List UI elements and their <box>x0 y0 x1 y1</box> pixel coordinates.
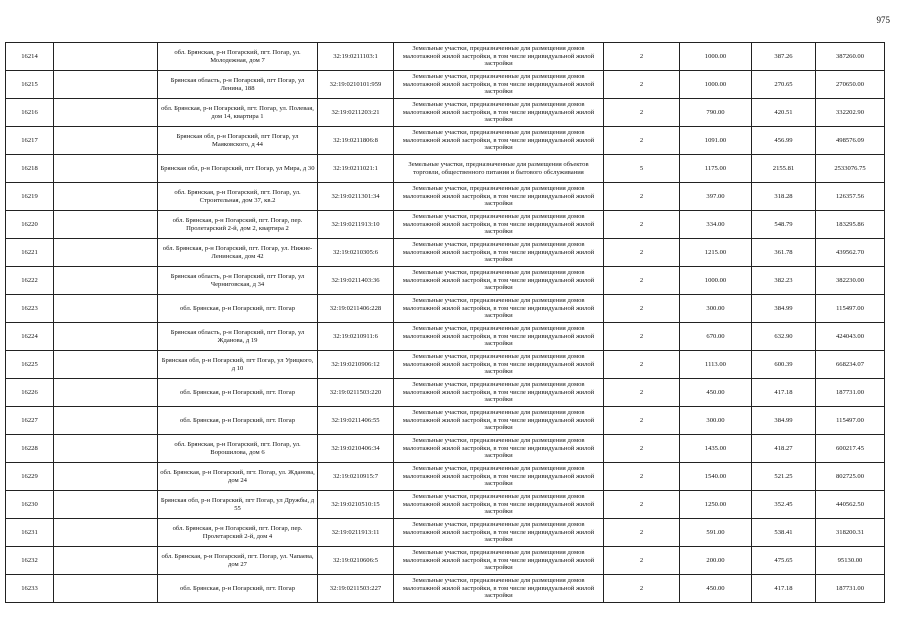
row-number: 16230 <box>6 491 54 519</box>
table-row <box>6 99 885 127</box>
address-cell: обл. Брянская, р-н Погарский, пгт. Погар, ул. Полевая, дом 14, квартира 1 <box>158 99 318 127</box>
specific-value-cell: 2155.81 <box>752 155 816 183</box>
cadastral-value-cell: 270650.00 <box>816 71 885 99</box>
area-cell: 397.00 <box>680 183 752 211</box>
empty-cell <box>54 463 158 491</box>
address-cell: Брянская область, р-н Погарский, пгт Погар, ул Ленина, 188 <box>158 71 318 99</box>
empty-cell <box>54 407 158 435</box>
address-cell: обл. Брянская, р-н Погарский, пгт. Погар <box>158 575 318 603</box>
area-cell: 334.00 <box>680 211 752 239</box>
area-cell: 1091.00 <box>680 127 752 155</box>
address-cell: обл. Брянская, р-н Погарский, пгт. Погар, ул. Ворошилова, дом 6 <box>158 435 318 463</box>
land-use-cell: Земельные участки, предназначенные для размещения домов малоэтажной жилой застройки, в том числе индивидуальной жилой застройки <box>394 351 604 379</box>
cadastral-value-cell: 318200.31 <box>816 519 885 547</box>
area-cell: 591.00 <box>680 519 752 547</box>
land-use-cell: Земельные участки, предназначенные для размещения домов малоэтажной жилой застройки, в том числе индивидуальной жилой застройки <box>394 491 604 519</box>
empty-cell <box>54 295 158 323</box>
land-use-cell: Земельные участки, предназначенные для размещения домов малоэтажной жилой застройки, в том числе индивидуальной жилой застройки <box>394 239 604 267</box>
area-cell: 1540.00 <box>680 463 752 491</box>
cadastral-value-cell: 600217.45 <box>816 435 885 463</box>
table-row <box>6 71 885 99</box>
cadastral-number-cell: 32:19:0211913:10 <box>318 211 394 239</box>
empty-cell <box>54 519 158 547</box>
category-cell: 2 <box>604 267 680 295</box>
cadastral-value-cell: 668234.07 <box>816 351 885 379</box>
cadastral-value-cell: 126357.56 <box>816 183 885 211</box>
cadastral-number-cell: 32:19:0211503:227 <box>318 575 394 603</box>
specific-value-cell: 417.18 <box>752 575 816 603</box>
cadastral-value-cell: 187731.00 <box>816 575 885 603</box>
land-use-cell: Земельные участки, предназначенные для размещения домов малоэтажной жилой застройки, в том числе индивидуальной жилой застройки <box>394 435 604 463</box>
address-cell: обл. Брянская, р-н Погарский, пгт. Погар, пер. Пролетарский 2-й, дом 2, квартира 2 <box>158 211 318 239</box>
address-cell: обл. Брянская, р-н Погарский, пгт. Погар, ул. Нижне-Ленинская, дом 42 <box>158 239 318 267</box>
specific-value-cell: 361.78 <box>752 239 816 267</box>
empty-cell <box>54 211 158 239</box>
specific-value-cell: 417.18 <box>752 379 816 407</box>
area-cell: 1000.00 <box>680 43 752 71</box>
specific-value-cell: 318.28 <box>752 183 816 211</box>
row-number: 16218 <box>6 155 54 183</box>
empty-cell <box>54 267 158 295</box>
cadastral-value-cell: 802725.00 <box>816 463 885 491</box>
category-cell: 2 <box>604 99 680 127</box>
address-cell: Брянская область, р-н Погарский, пгт Погар, ул Черниговская, д 34 <box>158 267 318 295</box>
category-cell: 2 <box>604 547 680 575</box>
area-cell: 450.00 <box>680 575 752 603</box>
cadastral-number-cell: 32:19:0211403:36 <box>318 267 394 295</box>
cadastral-number-cell: 32:19:0211301:34 <box>318 183 394 211</box>
cadastral-number-cell: 32:19:0211406:55 <box>318 407 394 435</box>
category-cell: 2 <box>604 463 680 491</box>
row-number: 16220 <box>6 211 54 239</box>
specific-value-cell: 387.26 <box>752 43 816 71</box>
table-row <box>6 407 885 435</box>
row-number: 16232 <box>6 547 54 575</box>
area-cell: 1215.00 <box>680 239 752 267</box>
specific-value-cell: 632.90 <box>752 323 816 351</box>
area-cell: 300.00 <box>680 407 752 435</box>
address-cell: Брянская обл, р-н Погарский, пгт Погар, ул Дружбы, д 55 <box>158 491 318 519</box>
specific-value-cell: 384.99 <box>752 407 816 435</box>
row-number: 16231 <box>6 519 54 547</box>
row-number: 16226 <box>6 379 54 407</box>
area-cell: 1435.00 <box>680 435 752 463</box>
row-number: 16214 <box>6 43 54 71</box>
specific-value-cell: 418.27 <box>752 435 816 463</box>
row-number: 16215 <box>6 71 54 99</box>
table-row <box>6 211 885 239</box>
cadastral-number-cell: 32:19:0211406:228 <box>318 295 394 323</box>
empty-cell <box>54 99 158 127</box>
area-cell: 300.00 <box>680 295 752 323</box>
specific-value-cell: 521.25 <box>752 463 816 491</box>
category-cell: 2 <box>604 351 680 379</box>
category-cell: 2 <box>604 435 680 463</box>
land-use-cell: Земельные участки, предназначенные для размещения домов малоэтажной жилой застройки, в том числе индивидуальной жилой застройки <box>394 407 604 435</box>
cadastral-value-cell: 387260.00 <box>816 43 885 71</box>
table-row <box>6 295 885 323</box>
specific-value-cell: 475.65 <box>752 547 816 575</box>
category-cell: 2 <box>604 491 680 519</box>
empty-cell <box>54 127 158 155</box>
cadastral-number-cell: 32:19:0211203:21 <box>318 99 394 127</box>
cadastral-number-cell: 32:19:0211021:1 <box>318 155 394 183</box>
empty-cell <box>54 155 158 183</box>
area-cell: 1250.00 <box>680 491 752 519</box>
land-use-cell: Земельные участки, предназначенные для размещения домов малоэтажной жилой застройки, в том числе индивидуальной жилой застройки <box>394 127 604 155</box>
table-row <box>6 155 885 183</box>
cadastral-value-cell: 439562.70 <box>816 239 885 267</box>
category-cell: 2 <box>604 211 680 239</box>
table-row <box>6 575 885 603</box>
land-use-cell: Земельные участки, предназначенные для размещения домов малоэтажной жилой застройки, в том числе индивидуальной жилой застройки <box>394 547 604 575</box>
page-number: 975 <box>876 15 890 25</box>
cadastral-number-cell: 32:19:0210911:6 <box>318 323 394 351</box>
category-cell: 2 <box>604 323 680 351</box>
address-cell: обл. Брянская, р-н Погарский, пгт. Погар <box>158 407 318 435</box>
cadastral-number-cell: 32:19:0211103:1 <box>318 43 394 71</box>
table-row <box>6 519 885 547</box>
specific-value-cell: 382.23 <box>752 267 816 295</box>
row-number: 16223 <box>6 295 54 323</box>
specific-value-cell: 456.99 <box>752 127 816 155</box>
specific-value-cell: 420.51 <box>752 99 816 127</box>
empty-cell <box>54 379 158 407</box>
area-cell: 1000.00 <box>680 71 752 99</box>
address-cell: обл. Брянская, р-н Погарский, пгт. Погар, ул. Строительная, дом 37, кв.2 <box>158 183 318 211</box>
category-cell: 2 <box>604 43 680 71</box>
row-number: 16221 <box>6 239 54 267</box>
specific-value-cell: 270.65 <box>752 71 816 99</box>
category-cell: 2 <box>604 519 680 547</box>
land-use-cell: Земельные участки, предназначенные для размещения домов малоэтажной жилой застройки, в том числе индивидуальной жилой застройки <box>394 43 604 71</box>
area-cell: 1113.00 <box>680 351 752 379</box>
cadastral-number-cell: 32:19:0210606:5 <box>318 547 394 575</box>
land-use-cell: Земельные участки, предназначенные для размещения домов малоэтажной жилой застройки, в том числе индивидуальной жилой застройки <box>394 295 604 323</box>
cadastral-value-cell: 95130.00 <box>816 547 885 575</box>
address-cell: обл. Брянская, р-н Погарский, пгт. Погар <box>158 295 318 323</box>
land-use-cell: Земельные участки, предназначенные для размещения домов малоэтажной жилой застройки, в том числе индивидуальной жилой застройки <box>394 71 604 99</box>
address-cell: обл. Брянская, р-н Погарский, пгт. Погар, ул. Молодежная, дом 7 <box>158 43 318 71</box>
address-cell: Брянская обл, р-н Погарский, пгт Погар, ул Маяковского, д 44 <box>158 127 318 155</box>
specific-value-cell: 352.45 <box>752 491 816 519</box>
empty-cell <box>54 351 158 379</box>
table-row <box>6 183 885 211</box>
area-cell: 1175.00 <box>680 155 752 183</box>
cadastral-number-cell: 32:19:0210406:34 <box>318 435 394 463</box>
specific-value-cell: 538.41 <box>752 519 816 547</box>
row-number: 16229 <box>6 463 54 491</box>
empty-cell <box>54 323 158 351</box>
empty-cell <box>54 183 158 211</box>
table-row <box>6 267 885 295</box>
table-row <box>6 435 885 463</box>
category-cell: 2 <box>604 575 680 603</box>
table-row <box>6 491 885 519</box>
cadastral-value-table <box>5 42 885 603</box>
land-use-cell: Земельные участки, предназначенные для размещения домов малоэтажной жилой застройки, в том числе индивидуальной жилой застройки <box>394 575 604 603</box>
cadastral-number-cell: 32:19:0210915:7 <box>318 463 394 491</box>
land-use-cell: Земельные участки, предназначенные для размещения домов малоэтажной жилой застройки, в том числе индивидуальной жилой застройки <box>394 323 604 351</box>
specific-value-cell: 600.39 <box>752 351 816 379</box>
cadastral-value-cell: 440562.50 <box>816 491 885 519</box>
cadastral-value-cell: 187731.00 <box>816 379 885 407</box>
category-cell: 2 <box>604 407 680 435</box>
cadastral-value-cell: 332202.90 <box>816 99 885 127</box>
row-number: 16217 <box>6 127 54 155</box>
cadastral-value-cell: 115497.00 <box>816 295 885 323</box>
area-cell: 200.00 <box>680 547 752 575</box>
area-cell: 790.00 <box>680 99 752 127</box>
row-number: 16225 <box>6 351 54 379</box>
cadastral-number-cell: 32:19:0210906:12 <box>318 351 394 379</box>
table-row <box>6 351 885 379</box>
empty-cell <box>54 575 158 603</box>
empty-cell <box>54 43 158 71</box>
address-cell: Брянская область, р-н Погарский, пгт Погар, ул Жданова, д 19 <box>158 323 318 351</box>
empty-cell <box>54 491 158 519</box>
category-cell: 2 <box>604 127 680 155</box>
category-cell: 2 <box>604 379 680 407</box>
cadastral-number-cell: 32:19:0211913:11 <box>318 519 394 547</box>
category-cell: 2 <box>604 183 680 211</box>
address-cell: обл. Брянская, р-н Погарский, пгт. Погар, пер. Пролетарский 2-й, дом 4 <box>158 519 318 547</box>
table-row <box>6 463 885 491</box>
address-cell: обл. Брянская, р-н Погарский, пгт. Погар <box>158 379 318 407</box>
cadastral-value-cell: 183295.86 <box>816 211 885 239</box>
empty-cell <box>54 547 158 575</box>
land-use-cell: Земельные участки, предназначенные для размещения домов малоэтажной жилой застройки, в том числе индивидуальной жилой застройки <box>394 463 604 491</box>
cadastral-number-cell: 32:19:0210101:959 <box>318 71 394 99</box>
area-cell: 1000.00 <box>680 267 752 295</box>
row-number: 16222 <box>6 267 54 295</box>
cadastral-value-cell: 382230.00 <box>816 267 885 295</box>
land-use-cell: Земельные участки, предназначенные для размещения домов малоэтажной жилой застройки, в том числе индивидуальной жилой застройки <box>394 99 604 127</box>
cadastral-number-cell: 32:19:0210305:6 <box>318 239 394 267</box>
cadastral-number-cell: 32:19:0211806:8 <box>318 127 394 155</box>
specific-value-cell: 384.99 <box>752 295 816 323</box>
table-row <box>6 239 885 267</box>
row-number: 16227 <box>6 407 54 435</box>
category-cell: 2 <box>604 239 680 267</box>
land-use-cell: Земельные участки, предназначенные для размещения домов малоэтажной жилой застройки, в том числе индивидуальной жилой застройки <box>394 211 604 239</box>
area-cell: 450.00 <box>680 379 752 407</box>
empty-cell <box>54 239 158 267</box>
table-row <box>6 379 885 407</box>
category-cell: 5 <box>604 155 680 183</box>
empty-cell <box>54 435 158 463</box>
row-number: 16233 <box>6 575 54 603</box>
cadastral-number-cell: 32:19:0210510:15 <box>318 491 394 519</box>
area-cell: 670.00 <box>680 323 752 351</box>
row-number: 16228 <box>6 435 54 463</box>
category-cell: 2 <box>604 71 680 99</box>
land-use-cell: Земельные участки, предназначенные для размещения домов малоэтажной жилой застройки, в том числе индивидуальной жилой застройки <box>394 519 604 547</box>
row-number: 16219 <box>6 183 54 211</box>
cadastral-number-cell: 32:19:0211503:220 <box>318 379 394 407</box>
specific-value-cell: 548.79 <box>752 211 816 239</box>
table-row <box>6 43 885 71</box>
cadastral-value-cell: 424043.00 <box>816 323 885 351</box>
address-cell: обл. Брянская, р-н Погарский, пгт. Погар, ул. Чапаева, дом 27 <box>158 547 318 575</box>
category-cell: 2 <box>604 295 680 323</box>
table-row <box>6 323 885 351</box>
table-body <box>6 43 885 603</box>
table-row <box>6 127 885 155</box>
address-cell: Брянская обл, р-н Погарский, пгт Погар, ул Мира, д 30 <box>158 155 318 183</box>
land-use-cell: Земельные участки, предназначенные для размещения домов малоэтажной жилой застройки, в том числе индивидуальной жилой застройки <box>394 379 604 407</box>
land-use-cell: Земельные участки, предназначенные для размещения домов малоэтажной жилой застройки, в том числе индивидуальной жилой застройки <box>394 183 604 211</box>
cadastral-value-cell: 115497.00 <box>816 407 885 435</box>
cadastral-value-cell: 2533076.75 <box>816 155 885 183</box>
address-cell: Брянская обл, р-н Погарский, пгт Погар, ул Урицкого, д 10 <box>158 351 318 379</box>
empty-cell <box>54 71 158 99</box>
address-cell: обл. Брянская, р-н Погарский, пгт. Погар, ул. Жданова, дом 24 <box>158 463 318 491</box>
row-number: 16224 <box>6 323 54 351</box>
land-use-cell: Земельные участки, предназначенные для размещения объектов торговли, общественного питания и бытового обслуживания <box>394 155 604 183</box>
land-use-cell: Земельные участки, предназначенные для размещения домов малоэтажной жилой застройки, в том числе индивидуальной жилой застройки <box>394 267 604 295</box>
table-row <box>6 547 885 575</box>
cadastral-value-cell: 498576.09 <box>816 127 885 155</box>
row-number: 16216 <box>6 99 54 127</box>
